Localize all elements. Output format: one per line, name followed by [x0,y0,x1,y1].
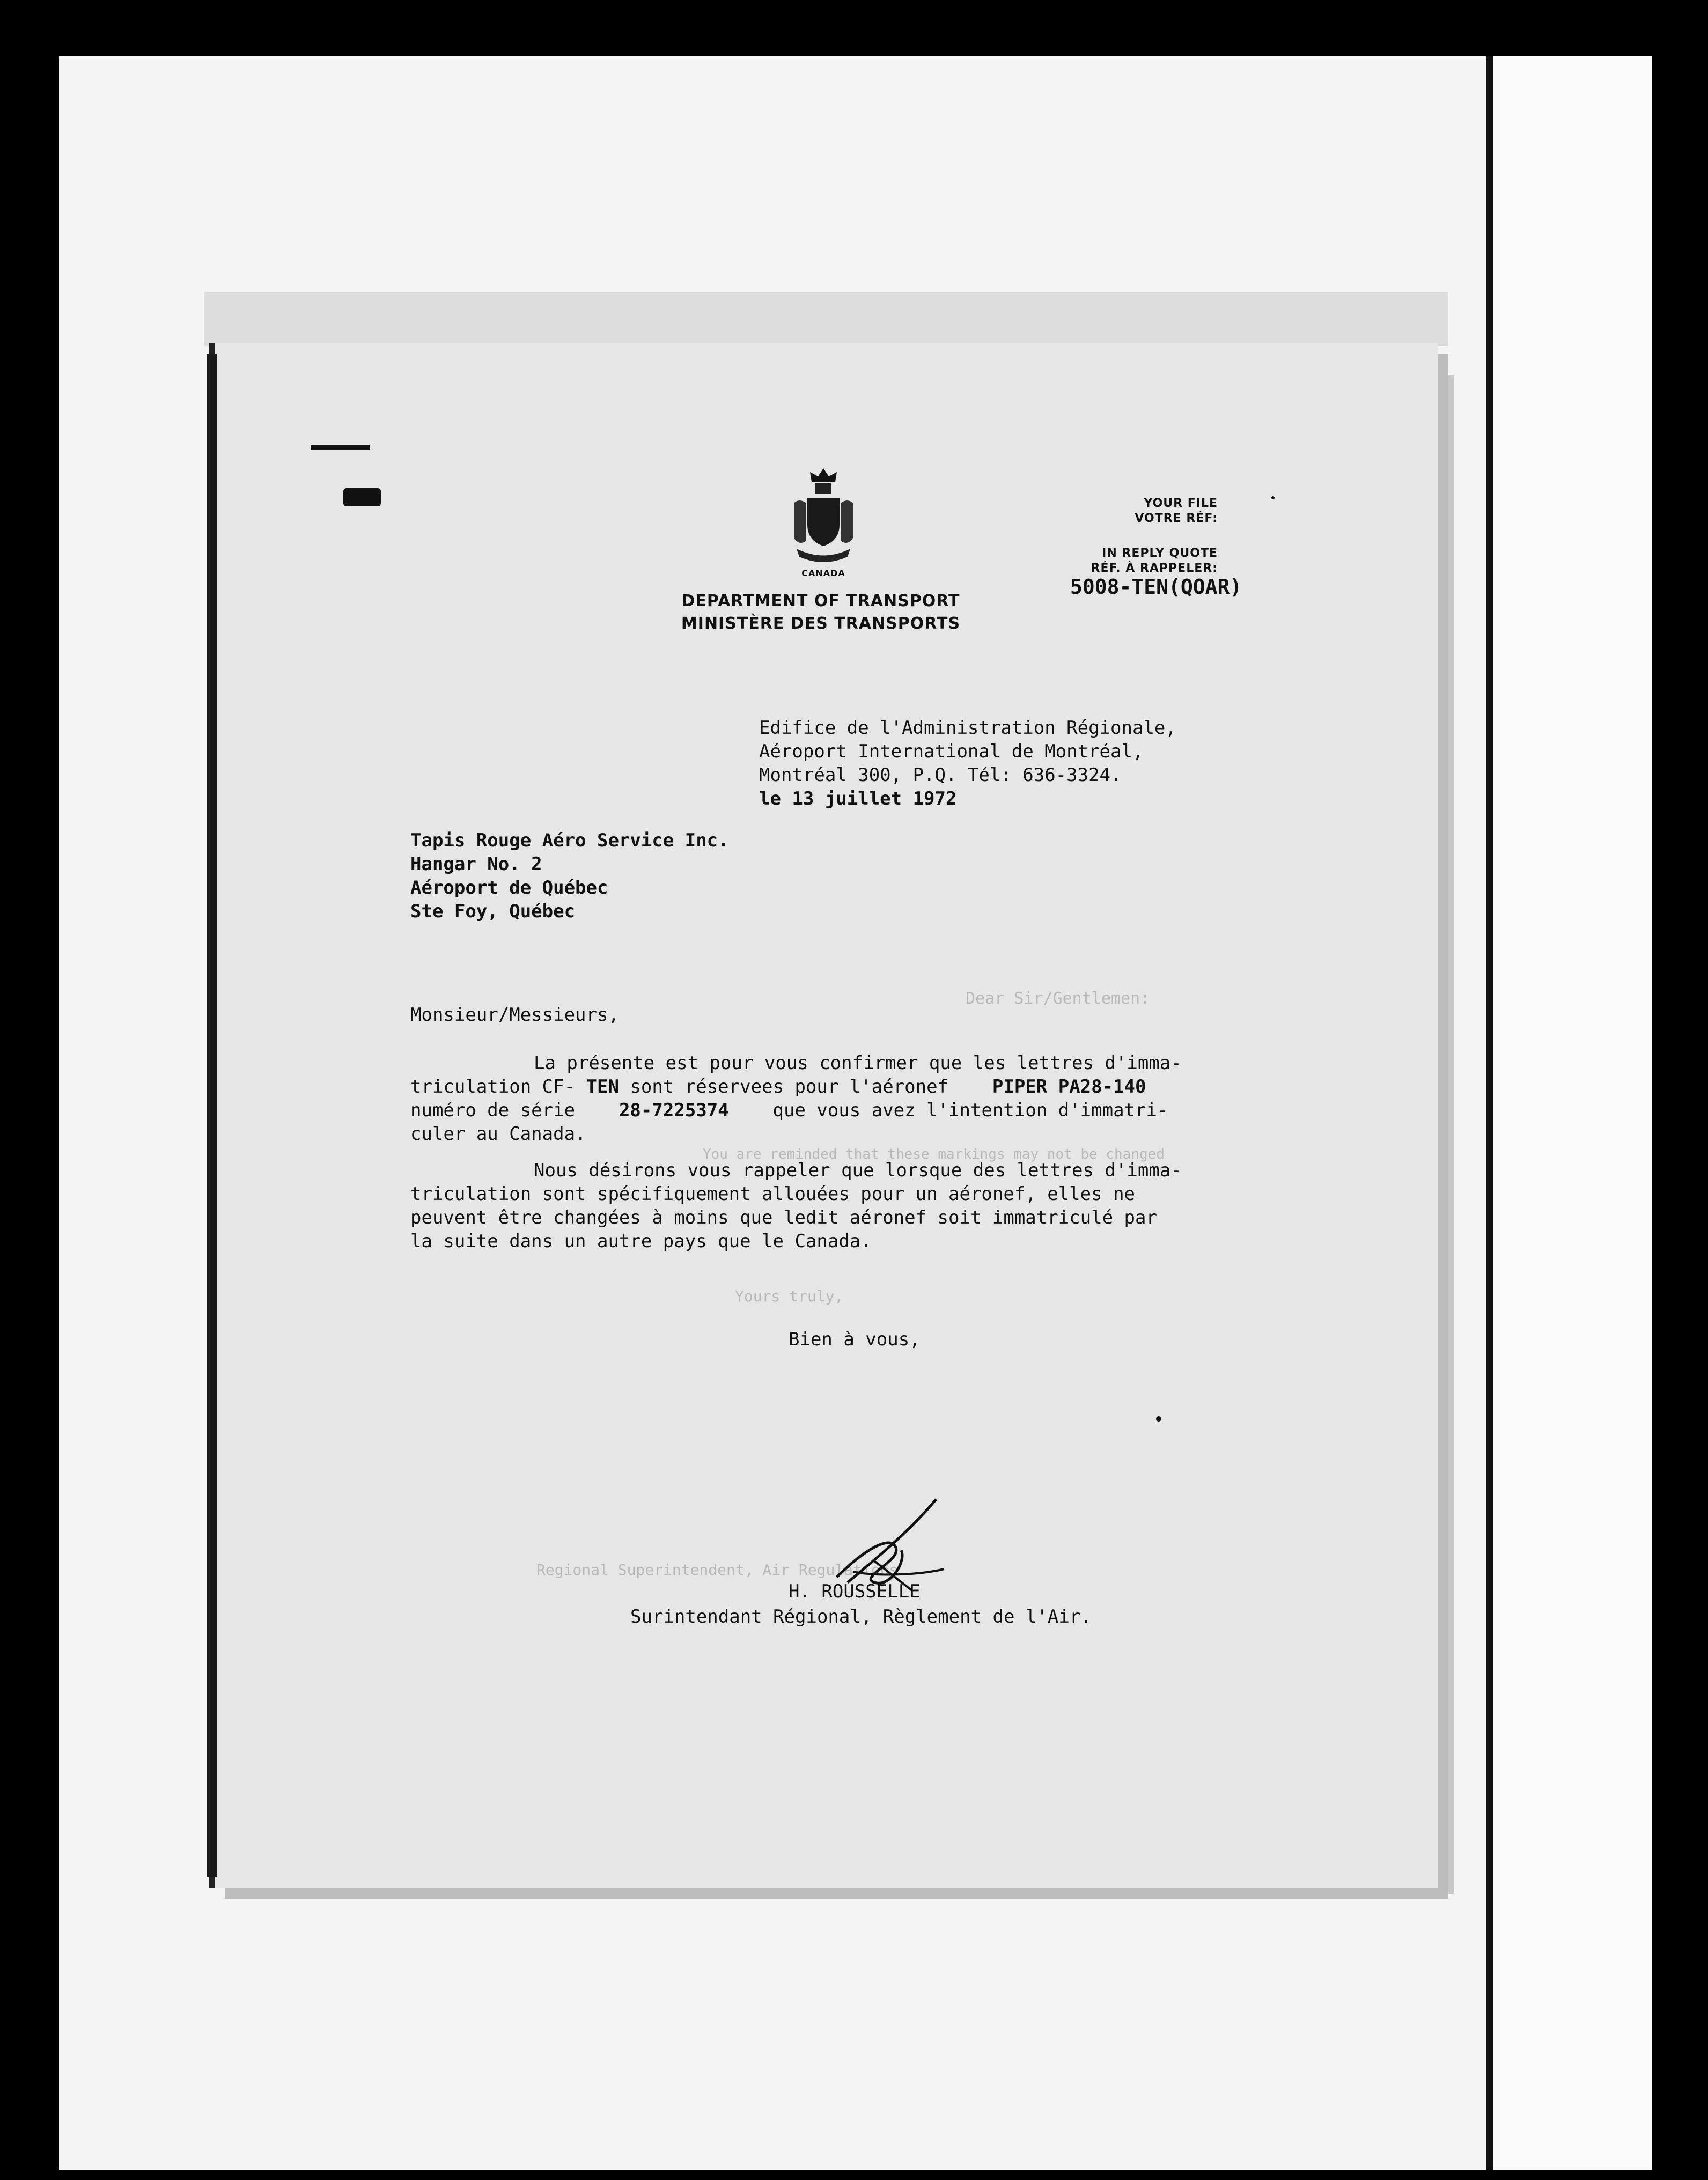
p1-text-b: sont réservees pour l'aéronef [619,1076,992,1098]
p1-text-a: triculation CF- [410,1076,586,1098]
recipient-line2: Hangar No. 2 [410,853,542,875]
binder-mark-1 [311,445,370,450]
in-reply-label: IN REPLY QUOTE [1102,547,1218,560]
letterhead-dept-en: DEPARTMENT OF TRANSPORT [681,592,960,610]
recipient-line3: Aéroport de Québec [410,877,608,898]
sheet-shadow-left [207,354,217,1877]
letterhead-country: CANADA [801,568,845,578]
closing: Bien à vous, [789,1329,921,1350]
aircraft-type: PIPER PA28-140 [992,1076,1146,1098]
paragraph2-line4: la suite dans un autre pays que le Canada. [410,1231,872,1252]
letterhead-dept-fr: MINISTÈRE DES TRANSPORTS [681,614,961,633]
paragraph1-line1: La présente est pour vous confirmer que les lettres d'imma- [534,1052,1182,1074]
paragraph1-line4: culer au Canada. [410,1123,586,1145]
signatory-title: Surintendant Régional, Règlement de l'Air. [630,1606,1092,1627]
p1-text-c: numéro de série [410,1100,619,1121]
p1-text-d: que vous avez l'intention d'immatri- [728,1100,1168,1121]
recipient-line1: Tapis Rouge Aéro Service Inc. [410,830,729,851]
your-file-label: YOUR FILE [1144,497,1218,510]
paragraph2-line1: Nous désirons vous rappeler que lorsque des lettres d'imma- [534,1160,1182,1181]
ghost-closing: Yours truly, [735,1287,844,1305]
coat-of-arms-icon [786,466,861,568]
ghost-reminder: You are reminded that these markings may not be changed [703,1146,1165,1162]
recipient-line4: Ste Foy, Québec [410,901,576,922]
sender-address-line1: Edifice de l'Administration Régionale, [759,717,1176,739]
letter-date: le 13 juillet 1972 [759,788,957,809]
dust-speck [1271,496,1275,499]
paragraph2-line3: peuvent être changées à moins que ledit aéronef soit immatriculé par [410,1207,1157,1228]
votre-ref-label: VOTRE RÉF: [1135,512,1218,525]
ghost-title: Regional Superintendent, Air Regulations [536,1561,899,1579]
sender-address-line3: Montréal 300, P.Q. Tél: 636-3324. [759,764,1122,786]
signatory-name: H. ROUSSELLE [789,1581,921,1602]
paragraph1-line2 [410,1075,1146,1099]
adjacent-frame-strip [1493,56,1652,2170]
ref-rappeler-label: RÉF. À RAPPELER: [1091,562,1218,575]
registration-mark: TEN [586,1076,619,1098]
paragraph1-line3 [410,1099,1168,1122]
dust-speck [1156,1416,1161,1422]
frame-divider [1486,56,1493,2170]
sheet-shadow-right [1435,375,1454,1894]
reference-number: 5008-TEN(QOAR) [1070,575,1242,599]
sheet-shadow-top [204,292,1448,346]
ghost-salutation: Dear Sir/Gentlemen: [966,989,1150,1008]
serial-number: 28-7225374 [619,1100,729,1121]
binder-mark-2 [343,488,381,506]
salutation: Monsieur/Messieurs, [410,1004,619,1026]
paragraph2-line2: triculation sont spécifiquement allouées pour un aéronef, elles ne [410,1183,1136,1205]
sender-address-line2: Aéroport International de Montréal, [759,741,1144,762]
